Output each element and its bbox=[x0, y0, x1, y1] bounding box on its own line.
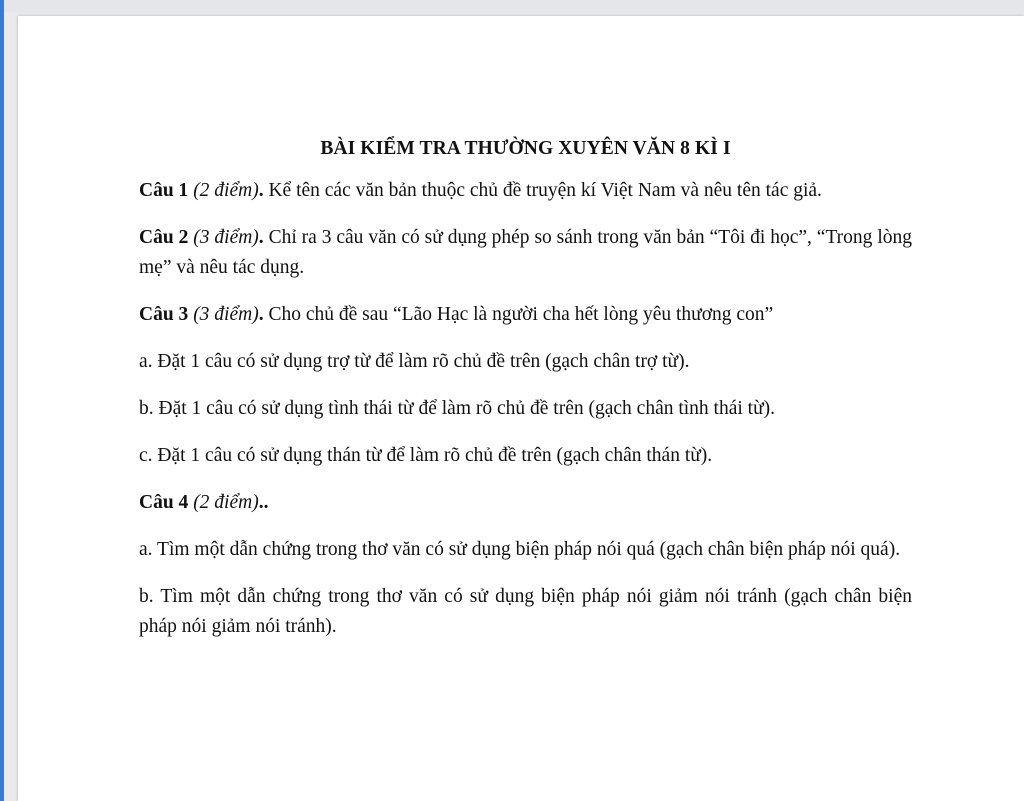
question-1-text: Kể tên các văn bản thuộc chủ đề truyện kí Việt Nam và nêu tên tác giả. bbox=[268, 180, 822, 201]
question-2-points: (3 điểm) bbox=[193, 227, 259, 248]
question-1 bbox=[139, 176, 912, 206]
question-2-text: Chỉ ra 3 câu văn có sử dụng phép so sánh trong văn bản “Tôi đi học”, “Trong lòng mẹ” và nêu tác dụng. bbox=[139, 227, 912, 278]
question-2-dot: . bbox=[258, 227, 264, 248]
question-3-text: Cho chủ đề sau “Lão Hạc là người cha hết lòng yêu thương con” bbox=[268, 304, 774, 325]
question-4-label: Câu 4 bbox=[139, 492, 189, 513]
question-3 bbox=[139, 300, 912, 330]
question-4-points: (2 điểm) bbox=[193, 492, 259, 513]
question-2 bbox=[139, 223, 912, 283]
question-3-part-b: b. Đặt 1 câu có sử dụng tình thái từ để làm rõ chủ đề trên (gạch chân tình thái từ). bbox=[139, 398, 776, 419]
question-3-part-a: a. Đặt 1 câu có sử dụng trợ từ để làm rõ chủ đề trên (gạch chân trợ từ). bbox=[139, 351, 690, 372]
question-3-label: Câu 3 bbox=[139, 304, 189, 325]
document-title: BÀI KIỂM TRA THƯỜNG XUYÊN VĂN 8 KÌ I bbox=[320, 138, 731, 159]
question-1-dot: . bbox=[258, 180, 264, 201]
question-1-label: Câu 1 bbox=[139, 180, 189, 201]
document-page bbox=[18, 16, 1024, 801]
question-4-part-a: a. Tìm một dẫn chứng trong thơ văn có sử dụng biện pháp nói quá (gạch chân biện pháp nói quá). bbox=[139, 539, 901, 560]
viewer-left-accent bbox=[0, 0, 4, 801]
question-1-points: (2 điểm) bbox=[193, 180, 259, 201]
viewer-top-edge bbox=[0, 0, 1024, 12]
question-3-dot: . bbox=[258, 304, 264, 325]
question-2-label: Câu 2 bbox=[139, 227, 189, 248]
question-4-part-b: b. Tìm một dẫn chứng trong thơ văn có sử dụng biện pháp nói giảm nói tránh (gạch chân biện pháp nói giảm nói tránh). bbox=[139, 586, 912, 637]
question-3-part-c: c. Đặt 1 câu có sử dụng thán từ để làm rõ chủ đề trên (gạch chân thán từ). bbox=[139, 445, 713, 466]
question-3-points: (3 điểm) bbox=[193, 304, 259, 325]
question-4-dot: .. bbox=[258, 492, 269, 513]
question-4 bbox=[139, 488, 912, 518]
document-content bbox=[139, 134, 912, 659]
